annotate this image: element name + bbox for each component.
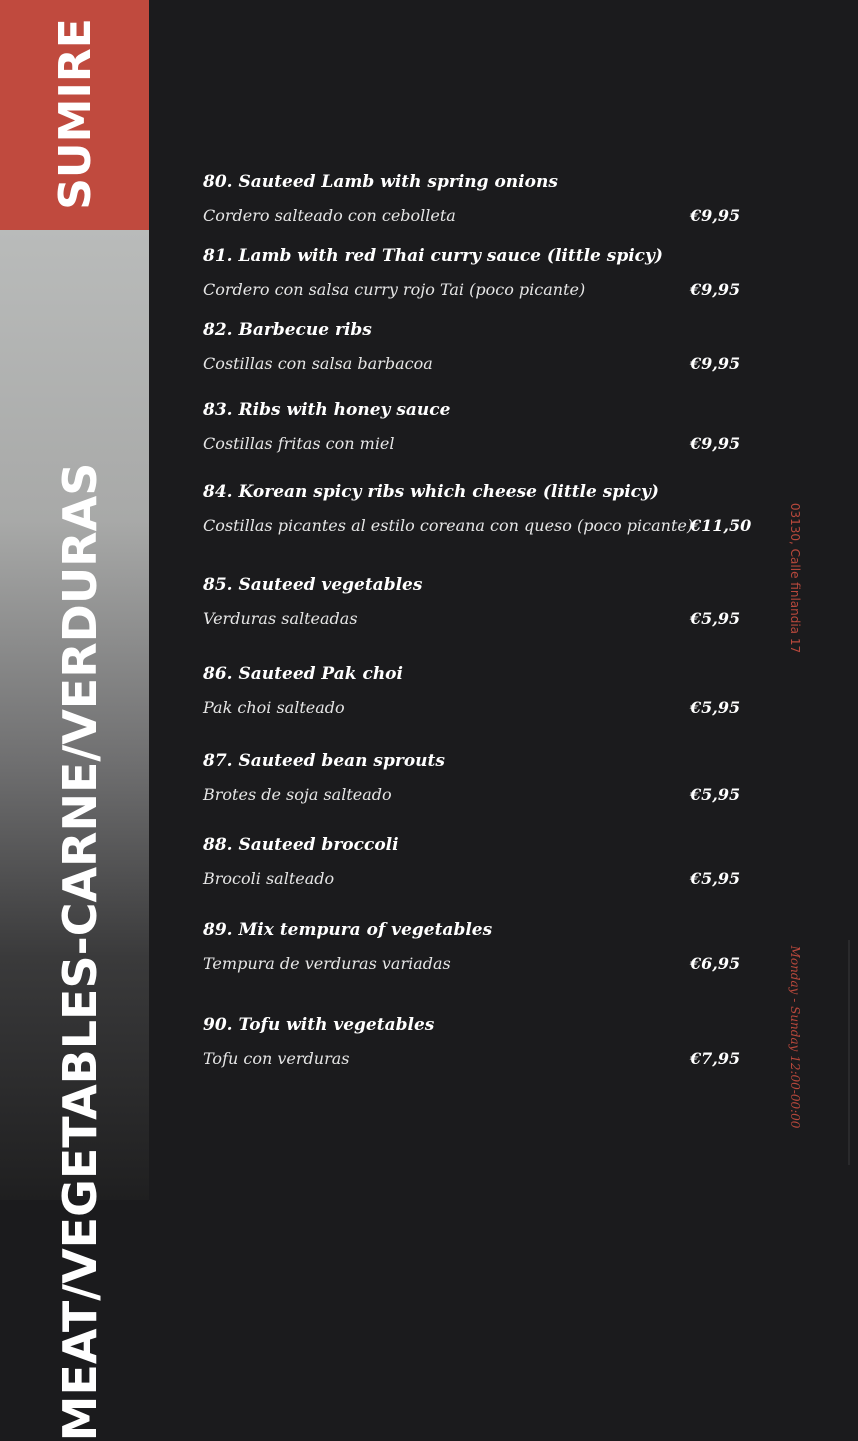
item-subtitle: Tofu con verduras [203,1049,350,1068]
item-name: 82. Barbecue ribs [203,320,372,340]
item-subtitle: Cordero con salsa curry rojo Tai (poco picante) [203,280,586,299]
item-price: €11,50 [690,516,752,535]
item-price: €5,95 [690,869,741,888]
item-price: €7,95 [690,1049,741,1068]
category-title: MEAT/VEGETABLES-CARNE/VERDURAS [53,462,107,1441]
item-price: €5,95 [690,785,741,804]
item-subtitle: Costillas con salsa barbacoa [203,354,433,373]
sidebar [0,0,149,1441]
item-price: €5,95 [690,609,741,628]
scrollbar[interactable] [848,940,850,1165]
item-price: €9,95 [690,434,741,453]
item-subtitle: Costillas picantes al estilo coreana con queso (poco picante) [203,516,694,535]
item-subtitle: Cordero salteado con cebolleta [203,206,456,225]
item-price: €9,95 [690,280,741,299]
item-name: 83. Ribs with honey sauce [203,400,451,420]
brand-block [0,0,149,230]
brand-name: SUMIRE [50,18,101,210]
category-block [0,230,149,1441]
opening-hours-text: Monday - Sunday 12:00-00:00 [788,945,802,1129]
item-subtitle: Brotes de soja salteado [203,785,392,804]
item-name: 90. Tofu with vegetables [203,1015,435,1035]
item-subtitle: Verduras salteadas [203,609,358,628]
item-name: 85. Sauteed vegetables [203,575,423,595]
item-price: €5,95 [690,698,741,717]
item-subtitle: Brocoli salteado [203,869,335,888]
item-price: €9,95 [690,206,741,225]
item-name: 84. Korean spicy ribs which cheese (little spicy) [203,482,659,502]
item-price: €6,95 [690,954,741,973]
item-name: 80. Sauteed Lamb with spring onions [203,172,558,192]
item-name: 87. Sauteed bean sprouts [203,751,445,771]
item-name: 86. Sauteed Pak choi [203,664,403,684]
item-name: 88. Sauteed broccoli [203,835,399,855]
address-text: 03130, Calle finlandia 17 [788,502,802,654]
item-subtitle: Costillas fritas con miel [203,434,395,453]
item-price: €9,95 [690,354,741,373]
item-name: 89. Mix tempura of vegetables [203,920,493,940]
item-name: 81. Lamb with red Thai curry sauce (little spicy) [203,246,663,266]
item-subtitle: Tempura de verduras variadas [203,954,451,973]
item-subtitle: Pak choi salteado [203,698,345,717]
